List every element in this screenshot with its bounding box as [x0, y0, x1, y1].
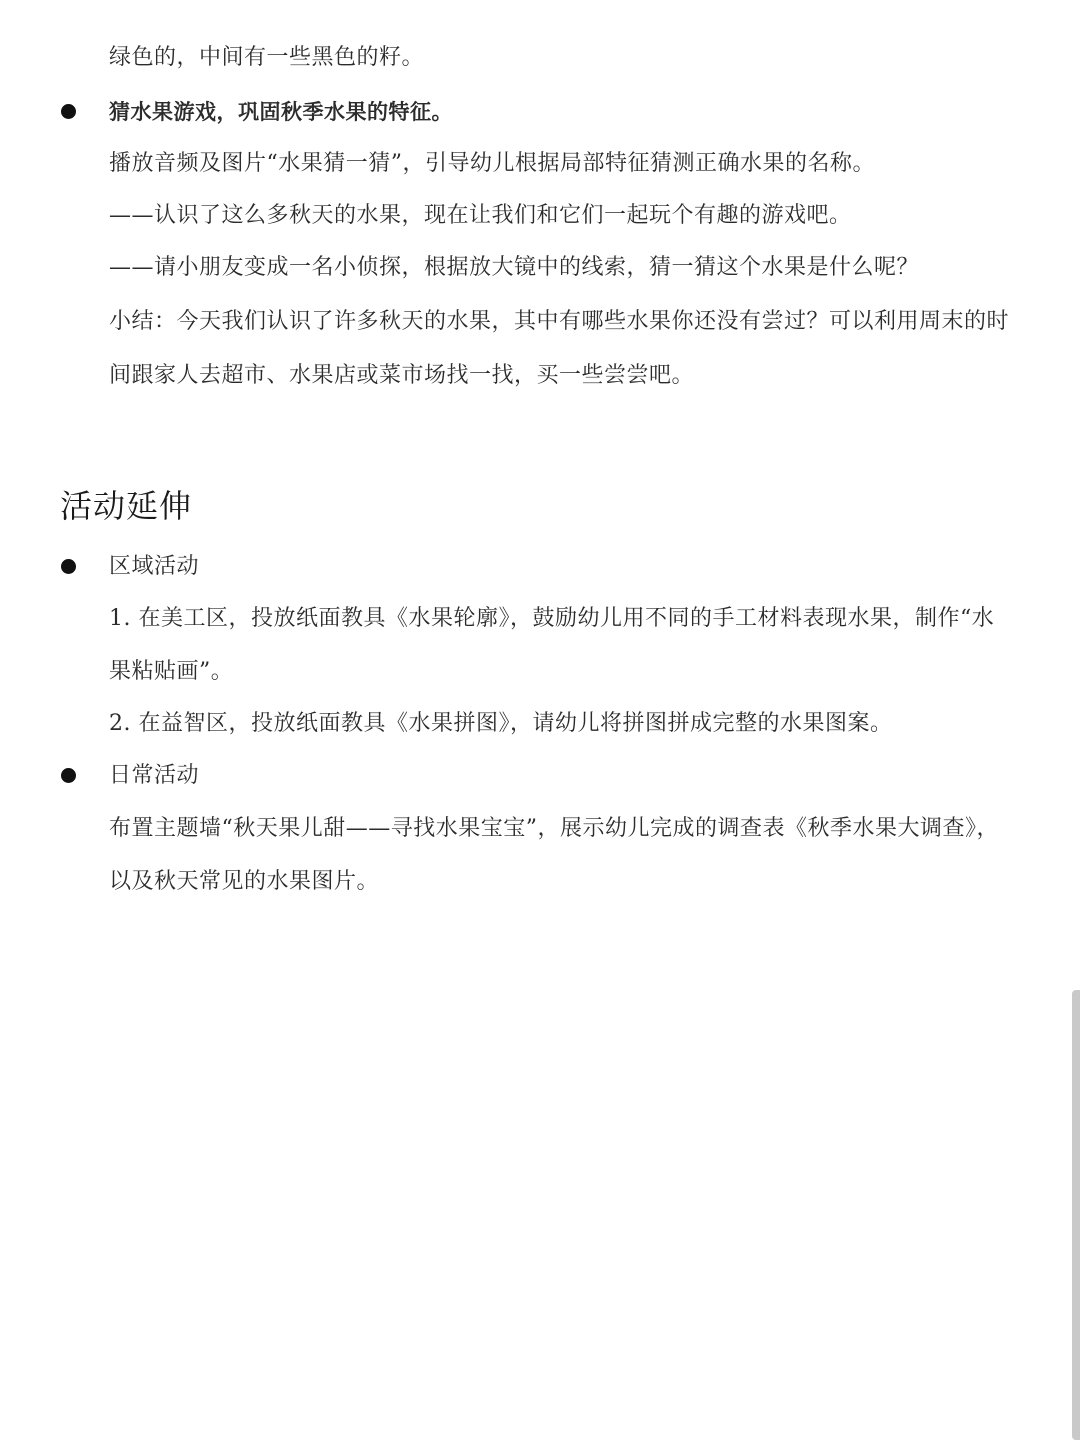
paragraph-line: 布置主题墙“秋天果儿甜——寻找水果宝宝”，展示幼儿完成的调查表《秋季水果大调查》， — [109, 816, 999, 841]
bullet-title-guess-fruit: 猜水果游戏，巩固秋季水果的特征。 — [109, 100, 453, 124]
paragraph-line: ——认识了这么多秋天的水果，现在让我们和它们一起玩个有趣的游戏吧。 — [109, 203, 852, 228]
paragraph-line: 以及秋天常见的水果图片。 — [109, 869, 380, 894]
paragraph-line: ——请小朋友变成一名小侦探，根据放大镜中的线索，猜一猜这个水果是什么呢？ — [109, 255, 920, 280]
bullet-dot-icon — [61, 104, 76, 119]
bullet-dot-icon — [61, 559, 76, 574]
intro-text-line: 绿色的，中间有一些黑色的籽。 — [109, 45, 425, 70]
paragraph-line: 1. 在美工区，投放纸面教具《水果轮廓》，鼓励幼儿用不同的手工材料表现水果，制作“水 — [109, 606, 995, 631]
vertical-scrollbar[interactable] — [1072, 0, 1080, 1440]
bullet-dot-icon — [61, 768, 76, 783]
paragraph-line: 播放音频及图片“水果猜一猜”，引导幼儿根据局部特征猜测正确水果的名称。 — [109, 151, 875, 176]
bullet-title-daily-activity: 日常活动 — [109, 763, 200, 788]
scrollbar-thumb[interactable] — [1072, 990, 1080, 1440]
paragraph-line: 小结：今天我们认识了许多秋天的水果，其中有哪些水果你还没有尝过？可以利用周末的时 — [109, 309, 1010, 334]
paragraph-line: 2. 在益智区，投放纸面教具《水果拼图》，请幼儿将拼图拼成完整的水果图案。 — [109, 711, 893, 736]
section-heading: 活动延伸 — [60, 487, 193, 525]
paragraph-line: 果粘贴画”。 — [109, 659, 234, 684]
bullet-title-area-activity: 区域活动 — [109, 554, 200, 579]
paragraph-line: 间跟家人去超市、水果店或菜市场找一找，买一些尝尝吧。 — [109, 363, 695, 388]
